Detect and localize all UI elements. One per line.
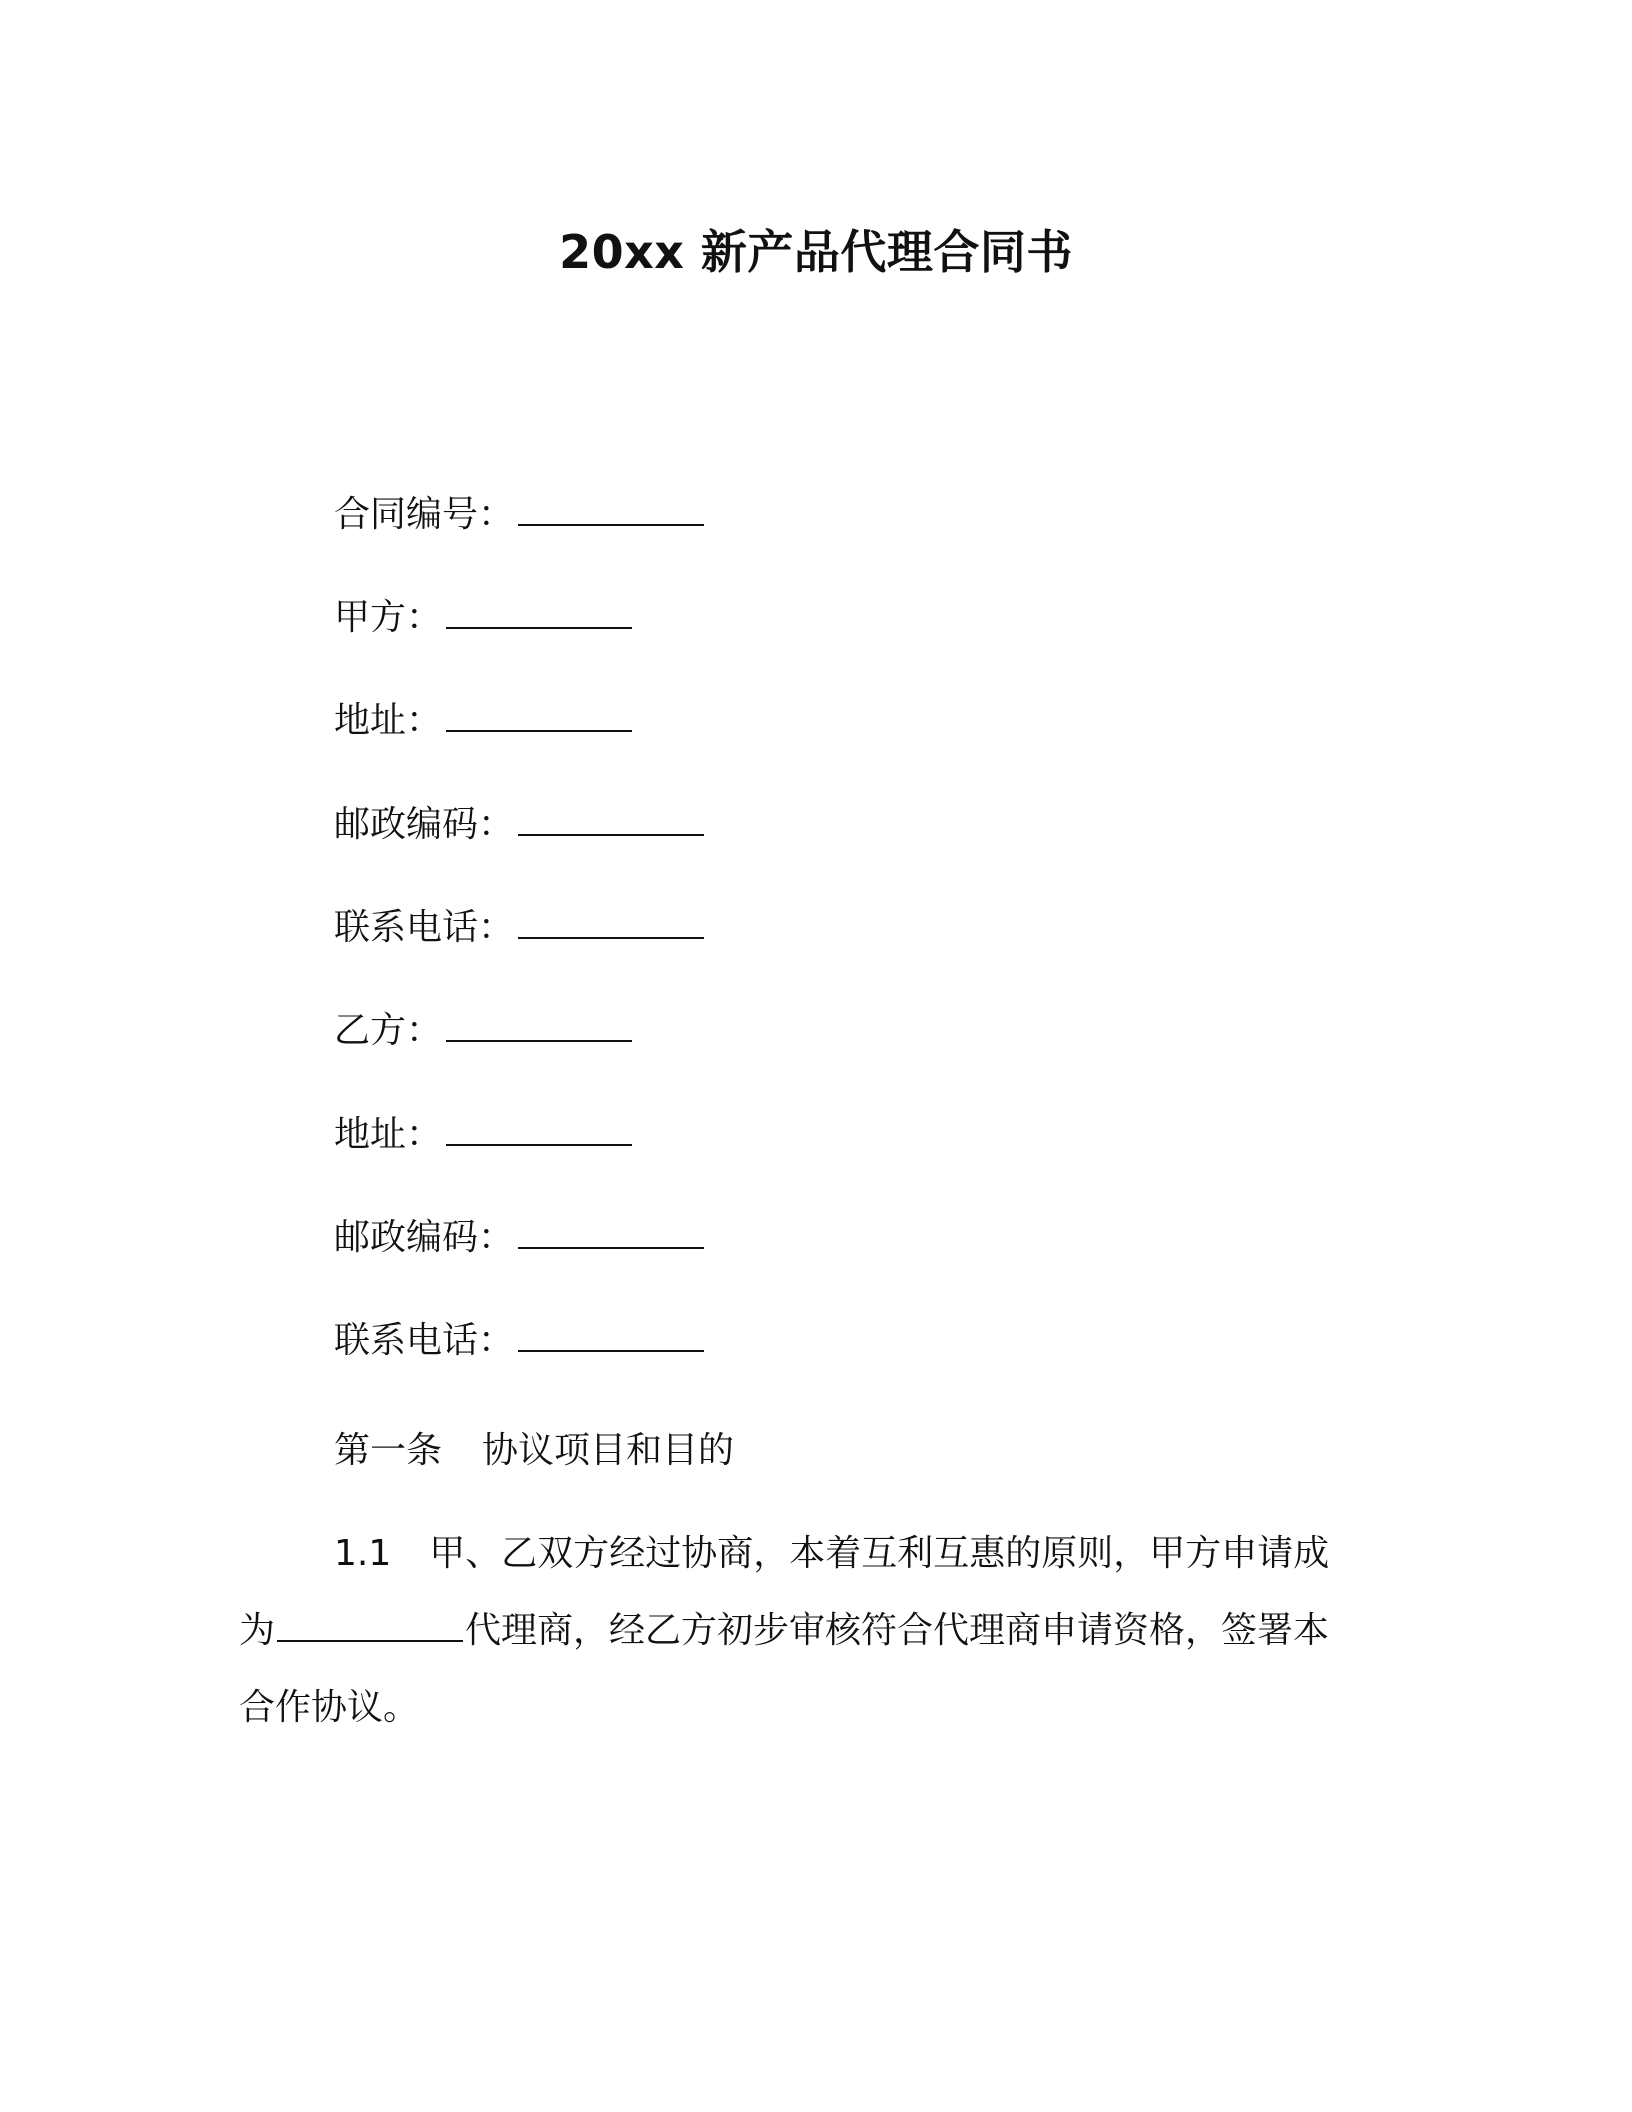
contract-number-field: [334, 490, 704, 540]
blank-line: [518, 1316, 704, 1352]
party-a-field: [334, 593, 632, 643]
clause-line-1: [334, 1529, 1454, 1579]
field-label: 联系电话：: [334, 1320, 515, 1361]
blank-line: [277, 1606, 463, 1642]
field-label: 邮政编码：: [334, 1217, 515, 1258]
party-b-postcode-field: [334, 1213, 704, 1263]
section-number: 第一条: [334, 1430, 443, 1471]
field-label: 乙方：: [334, 1010, 443, 1051]
document-title: 20xx 新产品代理合同书: [559, 225, 1073, 279]
clause-number: 1.1: [334, 1533, 392, 1574]
blank-line: [518, 800, 704, 836]
clause-line-2: [239, 1606, 1359, 1656]
clause-line-3: [239, 1683, 1359, 1733]
field-label: 邮政编码：: [334, 804, 515, 845]
blank-line: [446, 1006, 632, 1042]
party-a-phone-field: [334, 903, 704, 953]
blank-line: [518, 1213, 704, 1249]
field-label: 联系电话：: [334, 907, 515, 948]
blank-line: [518, 903, 704, 939]
field-label: 合同编号：: [334, 494, 515, 535]
section-heading: [334, 1426, 734, 1476]
section-title: 协议项目和目的: [482, 1430, 735, 1471]
clause-text: 为: [239, 1610, 276, 1651]
party-b-field: [334, 1006, 632, 1056]
blank-line: [446, 1110, 632, 1146]
party-a-postcode-field: [334, 800, 704, 850]
clause-text: 甲、乙双方经过协商，本着互利互惠的原则，甲方申请成: [429, 1533, 1330, 1574]
clause-text: 代理商，经乙方初步审核符合代理商申请资格，签署本: [465, 1610, 1330, 1651]
party-b-phone-field: [334, 1316, 704, 1366]
field-label: 地址：: [334, 700, 443, 741]
party-a-address-field: [334, 696, 632, 746]
clause-text: 合作协议。: [239, 1687, 420, 1728]
blank-line: [446, 593, 632, 629]
field-label: 地址：: [334, 1114, 443, 1155]
blank-line: [518, 490, 704, 526]
field-label: 甲方：: [334, 597, 443, 638]
blank-line: [446, 696, 632, 732]
party-b-address-field: [334, 1110, 632, 1160]
